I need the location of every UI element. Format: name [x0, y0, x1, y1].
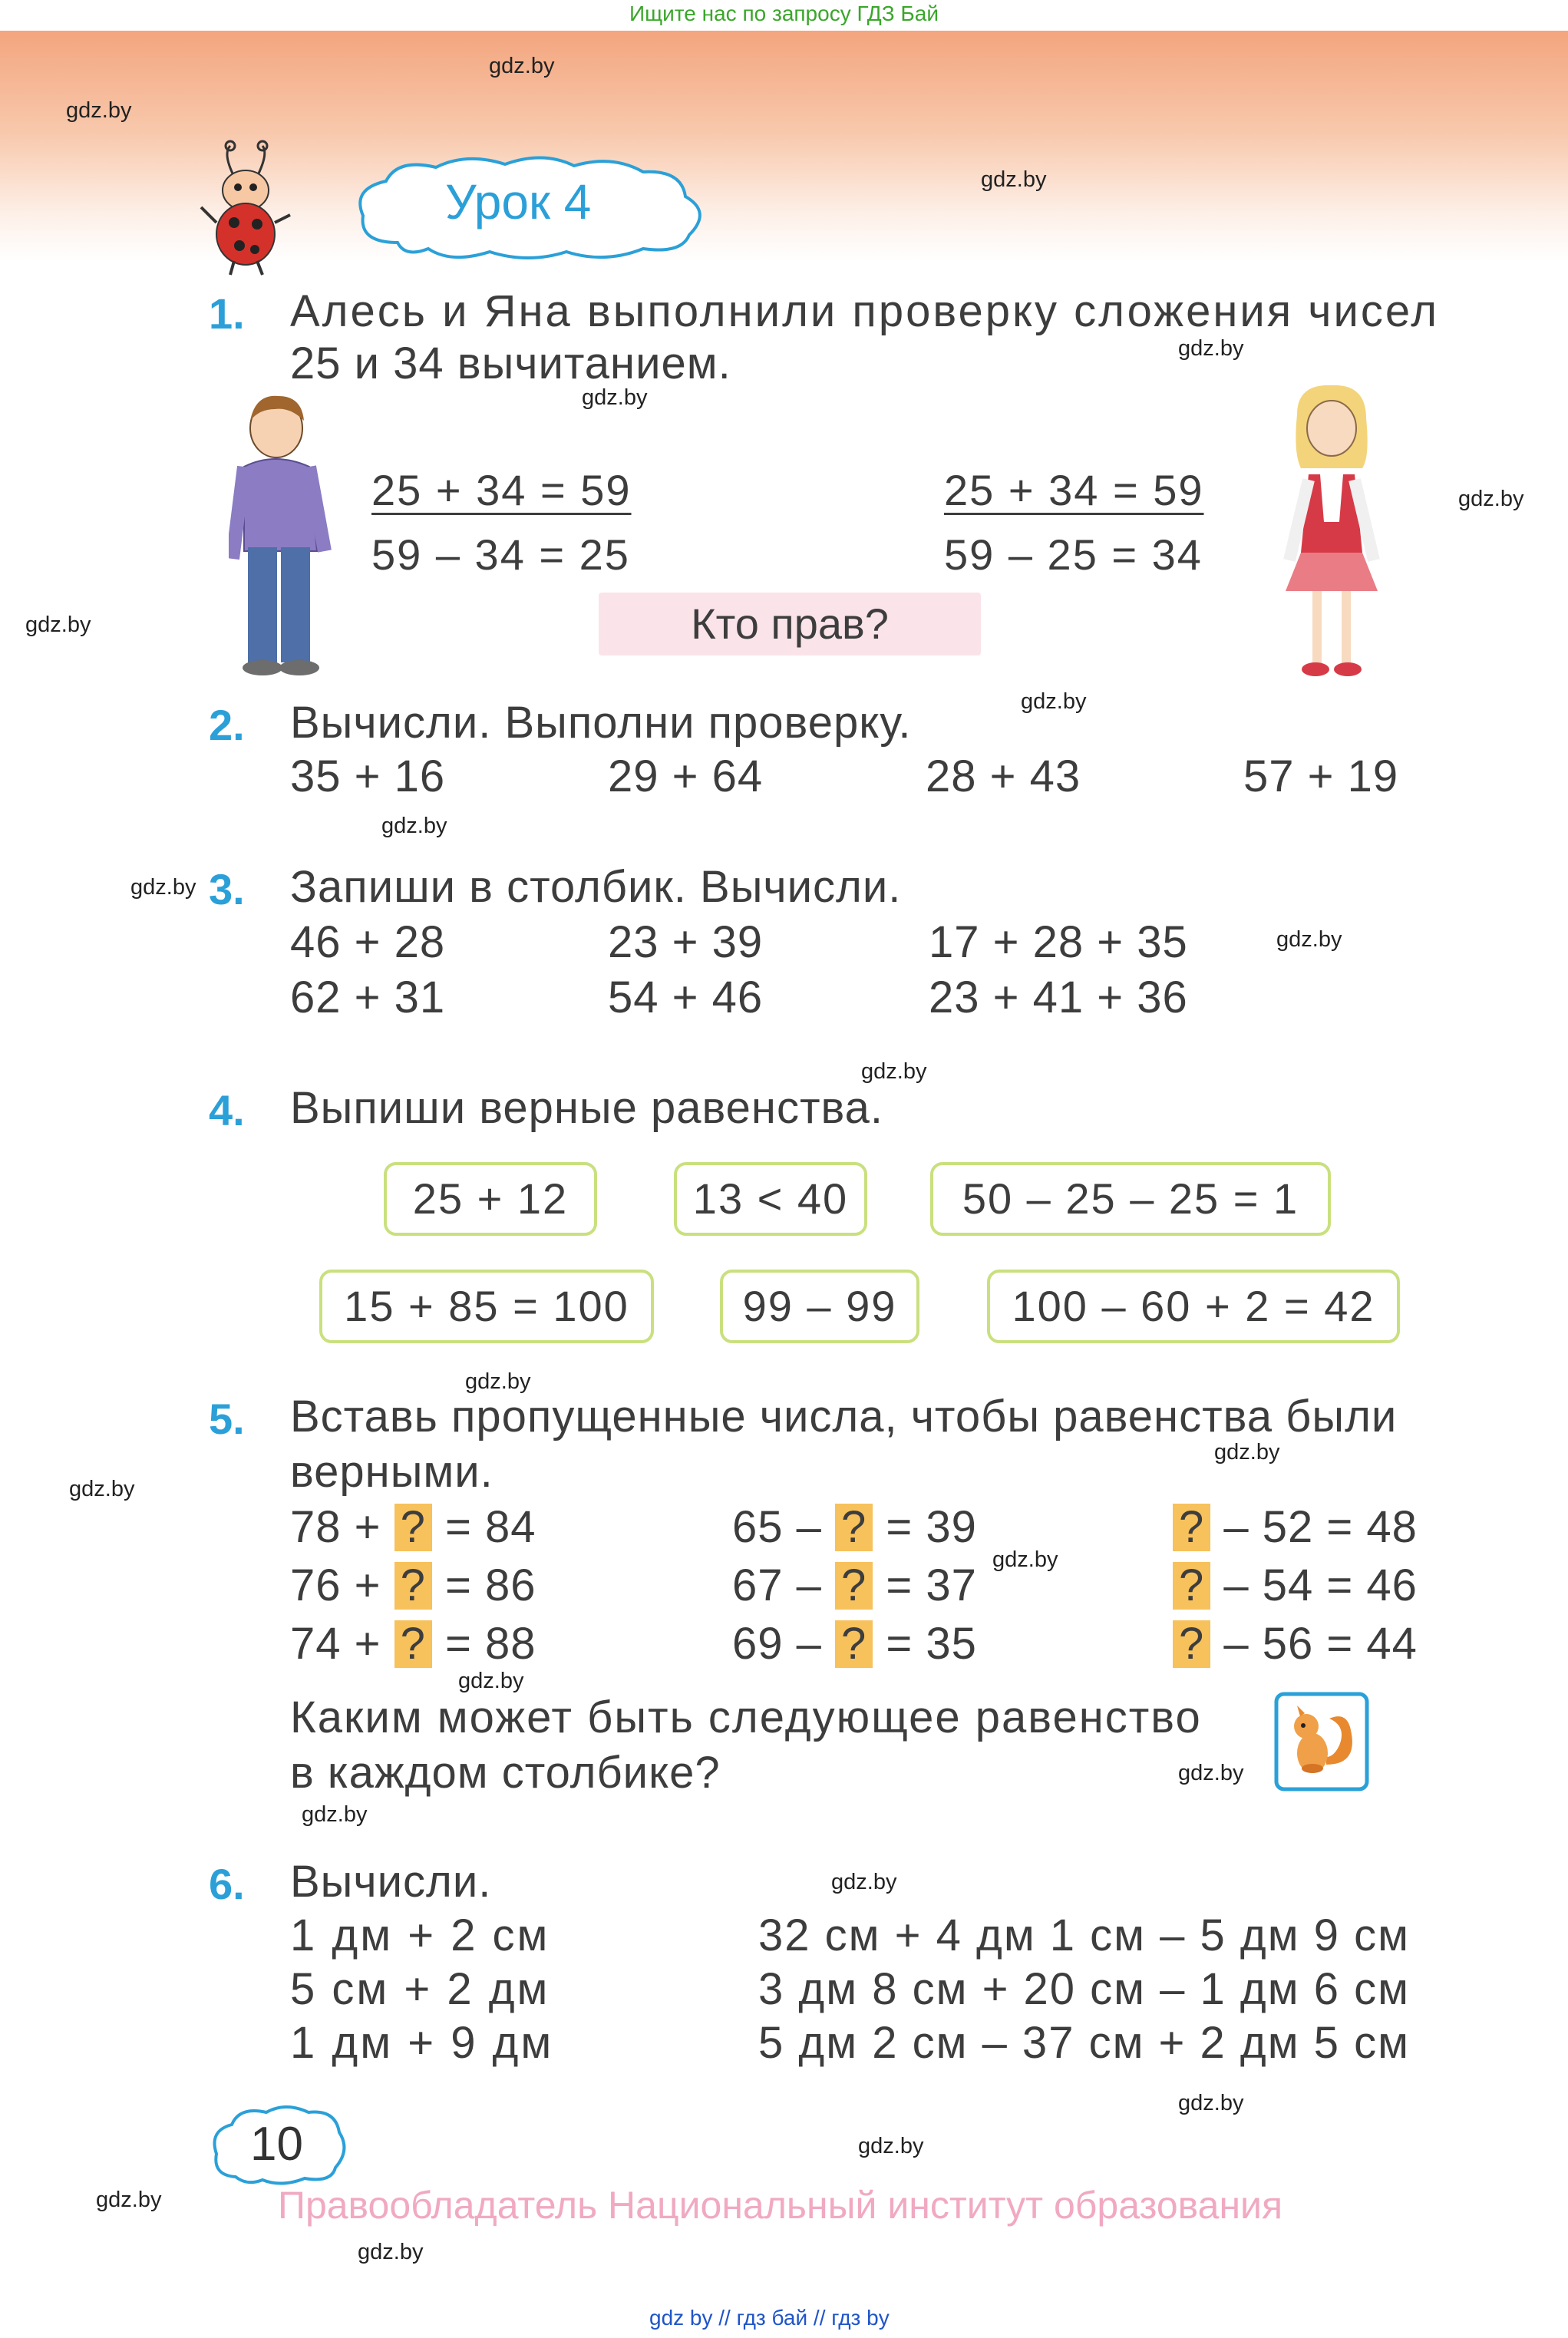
watermark: gdz.by — [858, 2134, 924, 2158]
task-3-item: 23 + 39 — [608, 917, 764, 967]
equation-right: = 84 — [431, 1502, 536, 1552]
equation-card: 25 + 12 — [384, 1162, 597, 1236]
question-box: Кто прав? — [599, 593, 981, 655]
task-6-item: 3 дм 8 см + 20 см – 1 дм 6 см — [758, 1964, 1410, 2014]
task-6-text: Вычисли. — [290, 1857, 492, 1907]
watermark: gdz.by — [302, 1802, 368, 1827]
equation-card: 100 – 60 + 2 = 42 — [987, 1270, 1400, 1343]
watermark: gdz.by — [1178, 336, 1244, 361]
watermark: gdz.by — [1214, 1440, 1280, 1465]
task-3-item: 17 + 28 + 35 — [929, 917, 1188, 967]
equation-right: – 56 = 44 — [1210, 1619, 1418, 1669]
watermark: gdz.by — [861, 1059, 927, 1084]
watermark: gdz.by — [992, 1547, 1058, 1572]
watermark: gdz.by — [1276, 927, 1342, 952]
page-number: 10 — [250, 2118, 303, 2171]
equation-left: 67 – — [732, 1560, 835, 1610]
task-1-text: Алесь и Яна выполнили проверку сложения чисел — [290, 286, 1440, 336]
missing-number-equation — [732, 1501, 977, 1553]
watermark: gdz.by — [489, 54, 555, 78]
watermark: gdz.by — [66, 98, 132, 123]
watermark: gdz.by — [96, 2188, 162, 2212]
watermark: gdz.by — [981, 167, 1047, 192]
missing-number-equation — [290, 1560, 536, 1611]
equation-right: = 39 — [873, 1502, 977, 1552]
equation-right: = 37 — [873, 1560, 977, 1610]
task-2-item: 57 + 19 — [1243, 751, 1399, 801]
missing-number-box[interactable]: ? — [1173, 1620, 1210, 1668]
equation-left: 65 – — [732, 1502, 835, 1552]
task-1-text: 25 и 34 вычитанием. — [290, 338, 731, 388]
watermark: gdz.by — [1458, 487, 1524, 511]
missing-number-equation — [1173, 1560, 1418, 1611]
boy-check-line2: 59 – 34 = 25 — [371, 530, 630, 579]
missing-number-equation — [732, 1618, 977, 1669]
equation-right: = 88 — [431, 1619, 536, 1669]
equation-right: – 52 = 48 — [1210, 1502, 1418, 1552]
task-2-text: Вычисли. Выполни проверку. — [290, 698, 912, 748]
watermark: gdz.by — [381, 814, 447, 838]
equation-right: – 54 = 46 — [1210, 1560, 1418, 1610]
missing-number-box[interactable]: ? — [835, 1620, 873, 1668]
task-3-item: 62 + 31 — [290, 973, 446, 1022]
equation-left: 74 + — [290, 1619, 394, 1669]
squirrel-icon — [1274, 1692, 1369, 1791]
missing-number-box[interactable]: ? — [394, 1504, 432, 1551]
task-5-question: Каким может быть следующее равенство — [290, 1692, 1202, 1742]
missing-number-equation — [290, 1501, 536, 1553]
girl-check-line2: 59 – 25 = 34 — [944, 530, 1203, 579]
equation-left: 76 + — [290, 1560, 394, 1610]
task-3-item: 46 + 28 — [290, 917, 446, 967]
missing-number-equation — [732, 1560, 977, 1611]
watermark: gdz.by — [69, 1477, 135, 1501]
task-6-number: 6. — [209, 1860, 245, 1908]
task-6-item: 1 дм + 2 см — [290, 1910, 550, 1960]
watermark: gdz.by — [458, 1669, 524, 1693]
watermark: gdz.by — [465, 1369, 531, 1394]
task-3-number: 3. — [209, 865, 245, 913]
task-3-item: 23 + 41 + 36 — [929, 973, 1188, 1022]
missing-number-box[interactable]: ? — [1173, 1504, 1210, 1551]
boy-illustration — [229, 390, 336, 682]
boy-check-line1: 25 + 34 = 59 — [371, 466, 632, 514]
missing-number-box[interactable]: ? — [394, 1562, 432, 1610]
top-note[interactable]: Ищите нас по запросу ГДЗ Бай — [629, 2, 939, 25]
watermark: gdz.by — [1178, 2091, 1244, 2115]
task-3-item: 54 + 46 — [608, 973, 764, 1022]
task-5-text: Вставь пропущенные числа, чтобы равенства были — [290, 1392, 1398, 1441]
equation-right: = 35 — [873, 1619, 977, 1669]
task-6-item: 5 см + 2 дм — [290, 1964, 550, 2014]
task-2-number: 2. — [209, 701, 245, 749]
lesson-title: Урок 4 — [445, 174, 592, 230]
task-5-number: 5. — [209, 1395, 245, 1443]
equation-right: = 86 — [431, 1560, 536, 1610]
task-4-number: 4. — [209, 1086, 245, 1134]
missing-number-box[interactable]: ? — [1173, 1562, 1210, 1610]
task-2-item: 29 + 64 — [608, 751, 764, 801]
task-5-text: верными. — [290, 1447, 494, 1497]
bottom-links[interactable]: gdz by // гдз бай // гдз by — [649, 2306, 890, 2330]
watermark: gdz.by — [1021, 689, 1087, 714]
task-6-item: 1 дм + 9 дм — [290, 2018, 554, 2068]
girl-illustration — [1266, 384, 1397, 683]
task-3-text: Запиши в столбик. Вычисли. — [290, 862, 902, 912]
watermark: gdz.by — [130, 875, 196, 900]
task-4-text: Выпиши верные равенства. — [290, 1083, 884, 1133]
missing-number-box[interactable]: ? — [835, 1562, 873, 1610]
task-2-item: 35 + 16 — [290, 751, 446, 801]
task-1-number: 1. — [209, 289, 245, 338]
task-6-item: 5 дм 2 см – 37 см + 2 дм 5 см — [758, 2018, 1410, 2068]
task-5-question: в каждом столбике? — [290, 1748, 721, 1798]
task-6-item: 32 см + 4 дм 1 см – 5 дм 9 см — [758, 1910, 1410, 1960]
equation-card: 50 – 25 – 25 = 1 — [930, 1162, 1331, 1236]
missing-number-box[interactable]: ? — [394, 1620, 432, 1668]
task-2-item: 28 + 43 — [926, 751, 1081, 801]
equation-card: 99 – 99 — [720, 1270, 919, 1343]
missing-number-equation — [1173, 1618, 1418, 1669]
ladybug-icon — [192, 138, 299, 276]
equation-card: 15 + 85 = 100 — [319, 1270, 654, 1343]
equation-left: 78 + — [290, 1502, 394, 1552]
equation-card: 13 < 40 — [674, 1162, 867, 1236]
watermark: gdz.by — [1178, 1761, 1244, 1785]
watermark: gdz.by — [831, 1870, 897, 1894]
missing-number-equation — [1173, 1501, 1418, 1553]
watermark: gdz.by — [358, 2240, 424, 2264]
watermark: gdz.by — [25, 613, 91, 637]
watermark: gdz.by — [582, 385, 648, 410]
missing-number-equation — [290, 1618, 536, 1669]
equation-left: 69 – — [732, 1619, 835, 1669]
girl-check-line1: 25 + 34 = 59 — [944, 466, 1204, 514]
copyright: Правообладатель Национальный институт образования — [278, 2184, 1283, 2227]
missing-number-box[interactable]: ? — [835, 1504, 873, 1551]
